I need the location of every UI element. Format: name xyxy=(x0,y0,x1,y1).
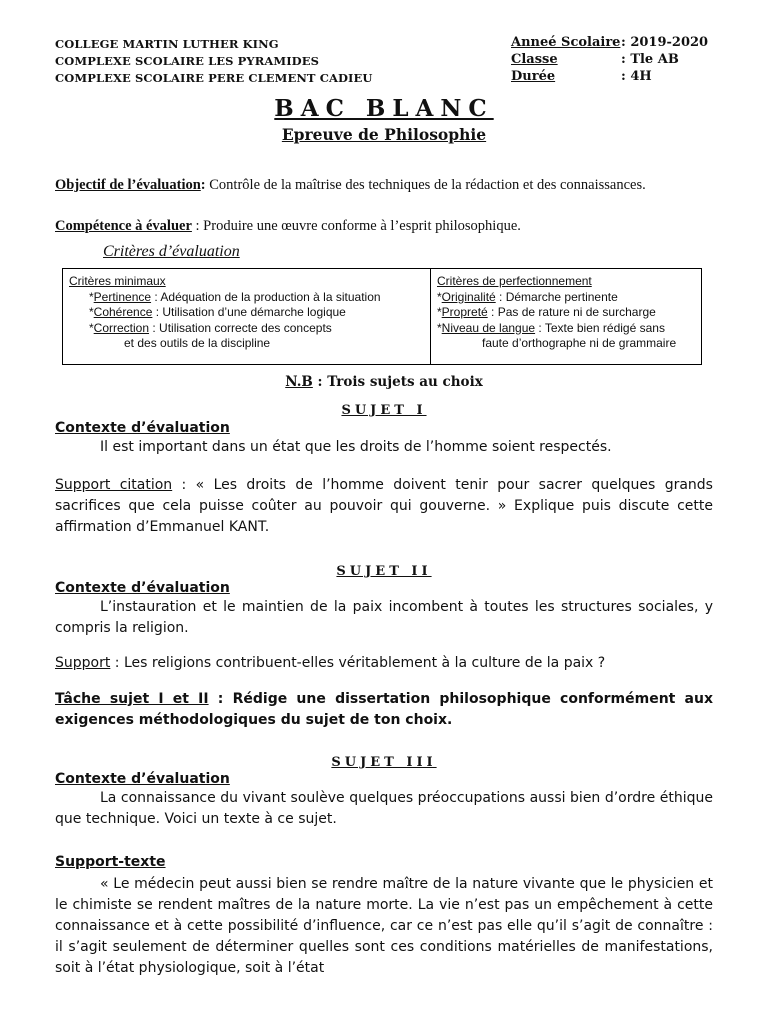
criteria-perfection-head: Critères de perfectionnement xyxy=(437,274,592,288)
support-text: : Les religions contribuent-elles véritablement à la culture de la paix ? xyxy=(110,655,606,671)
info-label: Anneé Scolaire xyxy=(511,35,621,50)
nb-label: N.B xyxy=(285,374,313,390)
criteria-table xyxy=(62,268,702,365)
context-text: La connaissance du vivant soulève quelques préoccupations aussi bien d’ordre éthique que technique. Voici un texte à ce sujet. xyxy=(55,790,713,827)
support-label: Support citation xyxy=(55,477,173,493)
subject-heading: SUJET III xyxy=(331,755,437,770)
school-name: COLLEGE MARTIN LUTHER KING xyxy=(55,37,279,51)
exam-info xyxy=(511,34,741,85)
criteria-item: *Pertinence : Adéquation de la production à la situation xyxy=(89,289,381,304)
page-title: BAC BLANC xyxy=(274,95,494,122)
criteria-continuation: et des outils de la discipline xyxy=(124,336,271,350)
school-list xyxy=(55,36,485,87)
info-row-year xyxy=(511,34,741,51)
nb-note xyxy=(0,374,768,390)
competence-paragraph xyxy=(55,218,713,234)
support-text: : « Les droits de l’homme doivent tenir pour sacrer quelques grands sacrifices que cela puisse coûter au pouvoir qui gouverne. » Explique puis discute cette affirmation d’Emmanuel KANT. xyxy=(55,477,713,535)
task-paragraph xyxy=(55,689,713,731)
criteria-minimal-head: Critères minimaux xyxy=(69,274,166,288)
criteria-perfection-column xyxy=(431,269,701,364)
support-label: Support xyxy=(55,655,111,671)
subject-heading: SUJET I xyxy=(341,403,427,418)
info-label: Durée xyxy=(511,69,556,84)
objective-text: Contrôle de la maîtrise des techniques de la rédaction et des connaissances. xyxy=(205,177,646,193)
subject-heading: SUJET II xyxy=(336,564,432,579)
criteria-item: *Niveau de langue : Texte bien rédigé sans xyxy=(437,320,665,335)
page-subtitle: Epreuve de Philosophie xyxy=(281,125,487,144)
nb-text: : Trois sujets au choix xyxy=(312,374,483,390)
context-text: L’instauration et le maintien de la paix incombent à toutes les structures sociales, y compris la religion. xyxy=(55,599,713,636)
objective-paragraph: Objectif de l’évaluation: Contrôle de la maîtrise des techniques de la rédaction et des connaissances. xyxy=(55,177,646,193)
school-name: COMPLEXE SCOLAIRE LES PYRAMIDES xyxy=(55,54,320,68)
competence-label: Compétence à évaluer xyxy=(55,218,192,234)
competence-text: : Produire une œuvre conforme à l’esprit philosophique. xyxy=(191,218,521,234)
context-label: Contexte d’évaluation xyxy=(55,420,230,436)
info-label: Classe xyxy=(511,52,558,67)
criteria-title: Critères d’évaluation xyxy=(103,243,240,260)
info-value: : 2019-2020 xyxy=(621,35,709,50)
support-text-label: Support-texte xyxy=(55,854,166,870)
support-text-body: « Le médecin peut aussi bien se rendre maître de la nature vivante que le physicien et le chimiste se rendent maîtres de la nature morte. La vie n’est pas un empêchement à cette connaissance et à cette possibilité d’influence, car ce n’est pas elle qu’il s’agit de connaître : il s’agit seulement de déterminer quelles sont ces conditions matérielles de manifestations, soit à l’état physiologique, soit à l’état xyxy=(55,876,713,976)
info-value: : 4H xyxy=(621,69,652,84)
info-value: : Tle AB xyxy=(621,52,679,67)
criteria-item: *Cohérence : Utilisation d’une démarche logique xyxy=(89,305,346,319)
task-label: Tâche sujet I et II xyxy=(55,691,209,707)
context-label: Contexte d’évaluation xyxy=(55,580,230,596)
support-paragraph xyxy=(55,475,713,538)
school-name: COMPLEXE SCOLAIRE PERE CLEMENT CADIEU xyxy=(55,71,373,85)
context-label: Contexte d’évaluation xyxy=(55,771,230,787)
task-text: : Rédige une dissertation philosophique conformément aux exigences méthodologiques du sujet de ton choix. xyxy=(55,691,714,728)
criteria-minimal-column xyxy=(63,269,431,364)
criteria-item: *Propreté : Pas de rature ni de surcharge xyxy=(437,305,656,319)
criteria-item: *Originalité : Démarche pertinente xyxy=(437,289,618,304)
context-text: Il est important dans un état que les droits de l’homme soient respectés. xyxy=(100,439,612,455)
objective-label: Objectif de l’évaluation xyxy=(55,177,201,193)
criteria-continuation: faute d’orthographe ni de grammaire xyxy=(482,336,677,350)
criteria-item: *Correction : Utilisation correcte des concepts xyxy=(89,320,332,335)
info-row-duration xyxy=(511,68,741,85)
support-paragraph xyxy=(55,653,713,674)
info-row-class xyxy=(511,51,741,68)
